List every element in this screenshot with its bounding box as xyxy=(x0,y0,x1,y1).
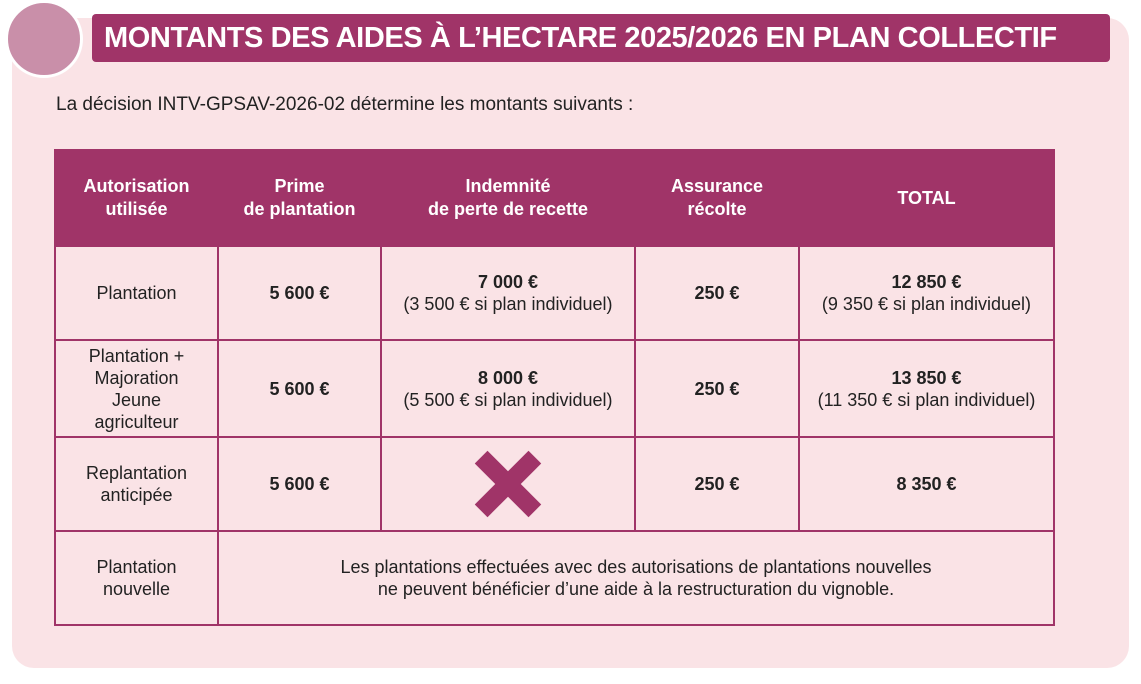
aid-amounts-table xyxy=(54,149,1055,626)
cell-prime: 5 600 € xyxy=(218,437,381,531)
indemnite-amount: 8 000 € xyxy=(477,367,539,388)
indemnite-amount: 7 000 € xyxy=(477,272,539,292)
cell-total xyxy=(799,246,1054,340)
cell-prime: 5 600 € xyxy=(218,340,381,437)
table-row xyxy=(55,340,1054,437)
cell-total: 8 350 € xyxy=(799,437,1054,531)
cell-autorisation: Replantation anticipée xyxy=(55,437,218,531)
cross-icon xyxy=(477,453,539,515)
total-note: (11 350 € si plan individuel) xyxy=(817,389,1036,410)
table-row xyxy=(55,437,1054,531)
total-note: (9 350 € si plan individuel) xyxy=(821,294,1032,314)
table-row xyxy=(55,246,1054,340)
cell-prime: 5 600 € xyxy=(218,246,381,340)
column-header-prime: Prime de plantation xyxy=(218,150,381,246)
column-header-autorisation: Autorisation utilisée xyxy=(55,150,218,246)
cell-autorisation: Plantation + Majoration Jeune agriculteur xyxy=(55,340,218,437)
cell-autorisation: Plantation nouvelle xyxy=(55,531,218,625)
table-row xyxy=(55,531,1054,625)
total-amount: 13 850 € xyxy=(891,367,962,388)
cell-assurance: 250 € xyxy=(635,437,799,531)
column-header-indemnite: Indemnité de perte de recette xyxy=(381,150,635,246)
table-header-row xyxy=(55,150,1054,246)
page-title: MONTANTS DES AIDES À L’HECTARE 2025/2026 EN PLAN COLLECTIF xyxy=(104,21,1057,54)
indemnite-note: (5 500 € si plan individuel) xyxy=(403,389,613,410)
total-amount: 12 850 € xyxy=(891,272,962,292)
cell-indemnite xyxy=(381,340,635,437)
indemnite-note: (3 500 € si plan individuel) xyxy=(403,294,613,314)
decorative-circle xyxy=(5,0,83,78)
cell-note: Les plantations effectuées avec des autorisations de plantations nouvelles ne peuvent bénéficier d’une aide à la restructuration du vignoble. xyxy=(218,531,1054,625)
title-banner xyxy=(92,14,1110,62)
cell-assurance: 250 € xyxy=(635,340,799,437)
cell-assurance: 250 € xyxy=(635,246,799,340)
cell-total xyxy=(799,340,1054,437)
column-header-total: TOTAL xyxy=(799,150,1054,246)
column-header-assurance: Assurance récolte xyxy=(635,150,799,246)
cell-indemnite xyxy=(381,437,635,531)
cell-autorisation: Plantation xyxy=(55,246,218,340)
cell-indemnite xyxy=(381,246,635,340)
intro-text: La décision INTV-GPSAV-2026-02 détermine les montants suivants : xyxy=(56,94,634,115)
